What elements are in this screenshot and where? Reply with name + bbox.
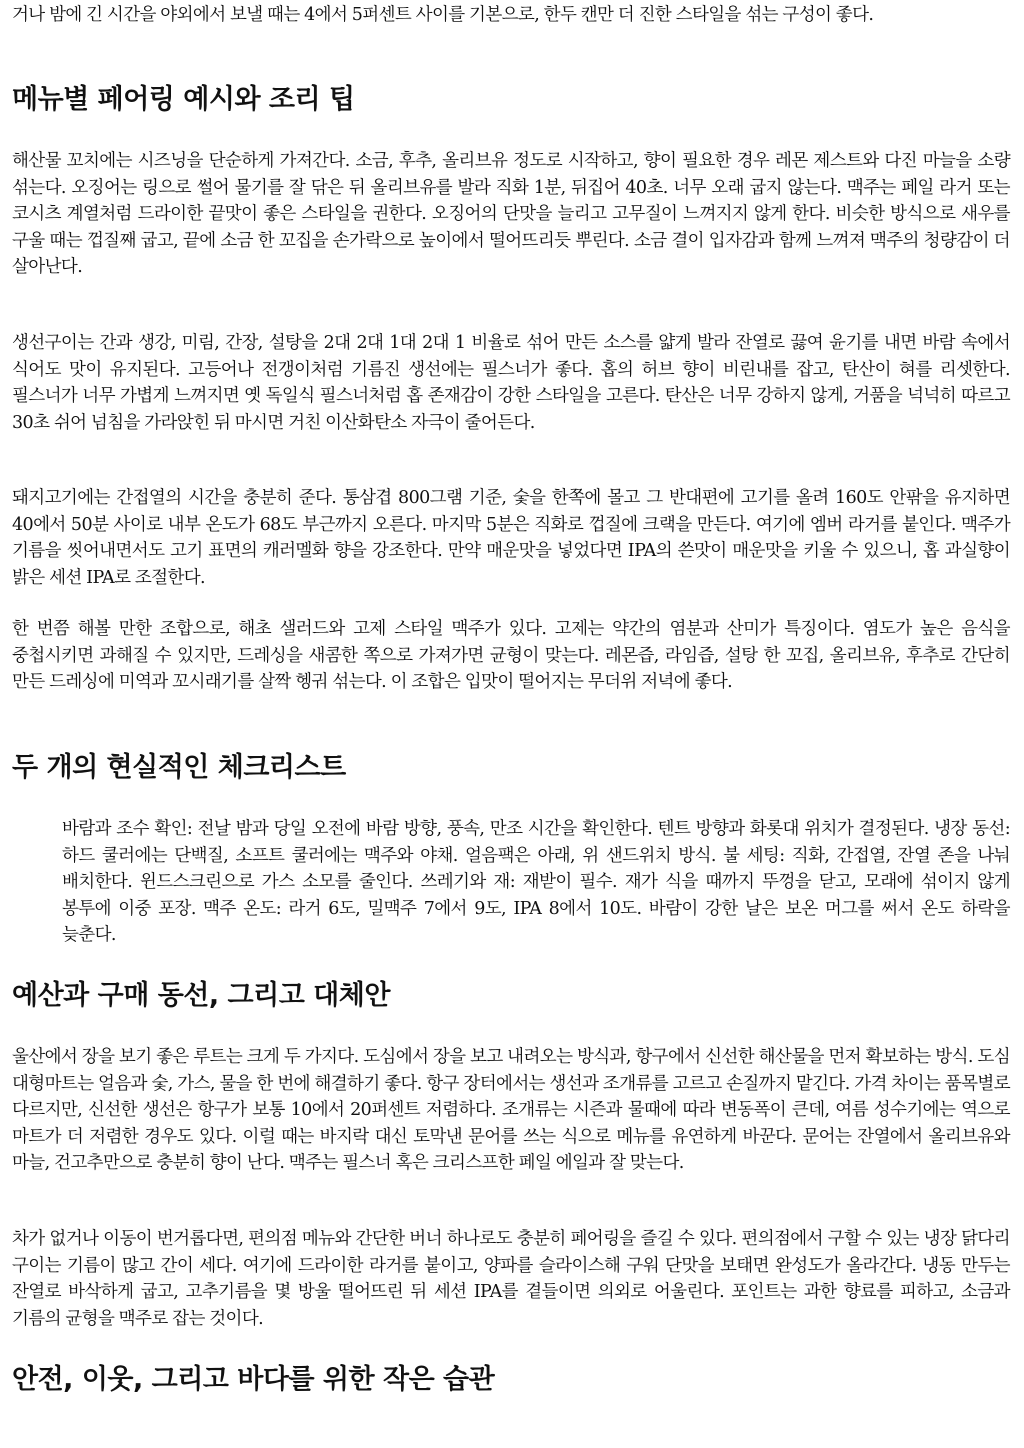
paragraph-grilled-fish: 생선구이는 간과 생강, 미림, 간장, 설탕을 2대 2대 1대 2대 1 비율로 섞어 만든 소스를 얇게 발라 잔열로 끓여 윤기를 내면 바람 속에서 식어도 맛이 유지된다. 고등어나 전갱이처럼 기름진 생선에는 필스너가 좋다. 홉의 허브 향이 비린내를 잡고, 탄산이 혀를 리셋한다. 필스너가 너무 가볍게 느껴지면 옛 독일식 필스너처럼 홉 존재감이 강한 스타일을 고른다. 탄산은 너무 강하지 않게, 거품을 넉넉히 따르고 30초 쉬어 넘침을 가라앉힌 뒤 마시면 거친 이산화탄소 자극이 줄어든다. bbox=[12, 333, 1010, 433]
section-heading-menu-pairing: 메뉴별 페어링 예시와 조리 팁 bbox=[12, 84, 355, 115]
paragraph-intro-continued: 거나 밤에 긴 시간을 야외에서 보낼 때는 4에서 5퍼센트 사이를 기본으로, 한두 캔만 더 진한 스타일을 섞는 구성이 좋다. bbox=[12, 5, 874, 25]
paragraph-shopping-route: 울산에서 장을 보기 좋은 루트는 크게 두 가지다. 도심에서 장을 보고 내려오는 방식과, 항구에서 신선한 해산물을 먼저 확보하는 방식. 도심 대형마트는 얼음과 숯, 가스, 물을 한 번에 해결하기 좋다. 항구 장터에서는 생선과 조개류를 고르고 손질까지 맡긴다. 가격 차이는 품목별로 다르지만, 신선한 생선은 항구가 보통 10에서 20퍼센트 저렴하다. 조개류는 시즌과 물때에 따라 변동폭이 큰데, 여름 성수기에는 역으로 마트가 더 저렴한 경우도 있다. 이럴 때는 바지락 대신 토막낸 문어를 쓰는 식으로 메뉴를 유연하게 바꾼다. 문어는 잔열에서 올리브유와 마늘, 건고추만으로 충분히 향이 난다. 맥주는 필스너 혹은 크리스프한 페일 에일과 잘 맞는다. bbox=[12, 1047, 1010, 1174]
checklist-text: 바람과 조수 확인: 전날 밤과 당일 오전에 바람 방향, 풍속, 만조 시간을 확인한다. 텐트 방향과 화롯대 위치가 결정된다. 냉장 동선: 하드 쿨러에는 단백질, 소프트 쿨러에는 맥주와 야채. 얼음팩은 아래, 위 샌드위치 방식. 불 세팅: 직화, 간접열, 잔열 존을 나눠 배치한다. 윈드스크린으로 가스 소모를 줄인다. 쓰레기와 재: 재받이 필수. 재가 식을 때까지 뚜껑을 닫고, 모래에 섞이지 않게 봉투에 이중 포장. 맥주 온도: 라거 6도, 밀맥주 7에서 9도, IPA 8에서 10도. 바람이 강한 날은 보온 머그를 써서 온도 하락을 늦춘다. bbox=[62, 819, 1010, 946]
paragraph-pork: 돼지고기에는 간접열의 시간을 충분히 준다. 통삼겹 800그램 기준, 숯을 한쪽에 몰고 그 반대편에 고기를 올려 160도 안팎을 유지하면 40에서 50분 사이로 내부 온도가 68도 부근까지 오른다. 마지막 5분은 직화로 껍질에 크랙을 만든다. 여기에 엠버 라거를 붙인다. 맥주가 기름을 씻어내면서도 고기 표면의 캐러멜화 향을 강조한다. 만약 매운맛을 넣었다면 IPA의 쓴맛이 매운맛을 키울 수 있으니, 홉 과실향이 밝은 세션 IPA로 조절한다. bbox=[12, 488, 1010, 588]
section-heading-checklist: 두 개의 현실적인 체크리스트 bbox=[12, 752, 346, 783]
paragraph-convenience-store: 차가 없거나 이동이 번거롭다면, 편의점 메뉴와 간단한 버너 하나로도 충분히 페어링을 즐길 수 있다. 편의점에서 구할 수 있는 냉장 닭다리 구이는 기름이 많고 간이 세다. 여기에 드라이한 라거를 붙이고, 양파를 슬라이스해 구워 단맛을 보태면 완성도가 올라간다. 냉동 만두는 잔열로 바삭하게 굽고, 고추기름을 몇 방울 떨어뜨린 뒤 세션 IPA를 곁들이면 의외로 어울린다. 포인트는 과한 향료를 피하고, 소금과 기름의 균형을 맥주로 잡는 것이다. bbox=[12, 1229, 1010, 1329]
paragraph-seafood-skewers: 해산물 꼬치에는 시즈닝을 단순하게 가져간다. 소금, 후추, 올리브유 정도로 시작하고, 향이 필요한 경우 레몬 제스트와 다진 마늘을 소량 섞는다. 오징어는 링으로 썰어 물기를 잘 닦은 뒤 올리브유를 발라 직화 1분, 뒤집어 40초. 너무 오래 굽지 않는다. 맥주는 페일 라거 또는 코시츠 계열처럼 드라이한 끝맛이 좋은 스타일을 권한다. 오징어의 단맛을 늘리고 고무질이 느껴지지 않게 한다. 비슷한 방식으로 새우를 구울 때는 껍질째 굽고, 끝에 소금 한 꼬집을 손가락으로 높이에서 떨어뜨리듯 뿌린다. 소금 결이 입자감과 함께 느껴져 맥주의 청량감이 더 살아난다. bbox=[12, 151, 1010, 278]
section-heading-budget: 예산과 구매 동선, 그리고 대체안 bbox=[12, 980, 390, 1011]
paragraph-seaweed-gose: 한 번쯤 해볼 만한 조합으로, 해초 샐러드와 고제 스타일 맥주가 있다. 고제는 약간의 염분과 산미가 특징이다. 염도가 높은 음식을 중첩시키면 과해질 수 있지만, 드레싱을 새콤한 쪽으로 가져가면 균형이 맞는다. 레몬즙, 라임즙, 설탕 한 꼬집, 올리브유, 후추로 간단히 만든 드레싱에 미역과 꼬시래기를 살짝 헹궈 섞는다. 이 조합은 입맛이 떨어지는 무더위 저녁에 좋다. bbox=[12, 619, 1010, 693]
section-heading-safety: 안전, 이웃, 그리고 바다를 위한 작은 습관 bbox=[12, 1364, 495, 1395]
